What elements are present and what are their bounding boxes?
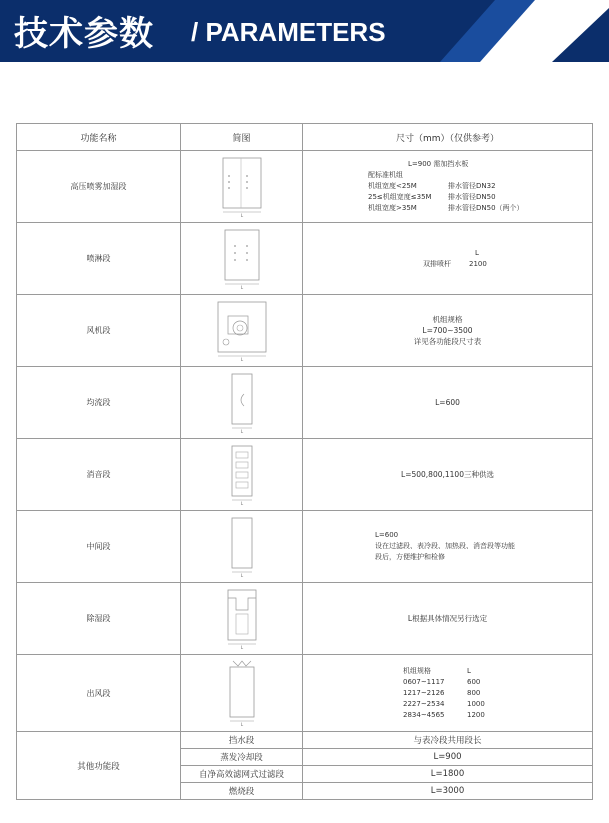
- table-row: [17, 223, 593, 295]
- dim-label: L: [240, 284, 243, 290]
- sub-value: L=900: [303, 749, 593, 766]
- row-name: 风机段: [17, 295, 181, 367]
- row-name: 除湿段: [17, 583, 181, 655]
- table-row: [17, 151, 593, 223]
- diagram-cell: [181, 583, 303, 655]
- table-row: [17, 583, 593, 655]
- diagram-cell: [181, 655, 303, 732]
- spec-line: L=600: [375, 531, 399, 539]
- spec-line: L: [475, 248, 479, 257]
- dim-label: L: [240, 722, 243, 727]
- silencer-diagram: [222, 442, 262, 506]
- spec-text: 1000: [467, 699, 485, 708]
- spec-text: 机组宽度>35M: [368, 204, 417, 212]
- spec-line: 详见各功能段尺寸表: [413, 337, 482, 346]
- table-row: [17, 655, 593, 732]
- header-banner: [0, 0, 609, 62]
- sub-value: L=1800: [303, 766, 593, 783]
- page-subtitle: / PARAMETERS: [191, 17, 386, 47]
- spec-text: 排水管径DN50（两个）: [448, 204, 524, 212]
- spec-text: 1200: [467, 710, 485, 719]
- sub-name: 燃烧段: [181, 783, 303, 800]
- spec-cell: [303, 151, 593, 223]
- spec-line: L=700~3500: [422, 326, 473, 335]
- fan-diagram: [214, 298, 270, 362]
- diagram-cell: [181, 511, 303, 583]
- row-name: 出风段: [17, 655, 181, 732]
- row-name: 其他功能段: [17, 732, 181, 800]
- spec-text: 机组宽度<25M: [368, 182, 417, 190]
- spec-text: 2834~4565: [403, 710, 445, 719]
- diagram-cell: [181, 223, 303, 295]
- spec-text: 600: [467, 677, 481, 686]
- sub-name: 挡水段: [181, 732, 303, 749]
- spec-cell: [303, 223, 593, 295]
- row-name: 喷淋段: [17, 223, 181, 295]
- spec-text: 0607~1117: [403, 677, 445, 686]
- sub-value: 与表冷段共用段长: [303, 732, 593, 749]
- spec-text: 1217~2126: [403, 688, 445, 697]
- spec-cell: L=500,800,1100三种供选: [303, 439, 593, 511]
- parameters-table: [16, 123, 593, 800]
- spec-text: 2100: [469, 259, 487, 268]
- table-header-row: [17, 124, 593, 151]
- spec-cell: [303, 511, 593, 583]
- diagram-cell: [181, 367, 303, 439]
- spray-diagram: [217, 226, 267, 290]
- column-header-size: 尺寸（mm）（仅供参考）: [303, 124, 593, 151]
- spec-line: 机组规格: [432, 315, 463, 324]
- column-header-diagram: 简图: [181, 124, 303, 151]
- dim-label: L: [240, 428, 243, 434]
- table-row: [17, 367, 593, 439]
- spec-text: 800: [467, 688, 481, 697]
- spec-cell: [303, 655, 593, 732]
- row-name: 高压喷雾加湿段: [17, 151, 181, 223]
- equalizer-diagram: [222, 370, 262, 434]
- spec-cell: [303, 295, 593, 367]
- table-row: [17, 732, 593, 749]
- dim-label: L: [240, 212, 243, 218]
- spec-text: 2227~2534: [403, 699, 445, 708]
- row-name: 均流段: [17, 367, 181, 439]
- table-row: [17, 439, 593, 511]
- row-name: 消音段: [17, 439, 181, 511]
- dim-label: L: [240, 356, 243, 362]
- row-name: 中间段: [17, 511, 181, 583]
- table-row: [17, 511, 593, 583]
- spec-line: 段后，方便维护和检修: [375, 553, 445, 561]
- dim-label: L: [240, 572, 243, 578]
- spec-text: 双排喷杆: [423, 259, 451, 268]
- humidifier-diagram: [217, 154, 267, 218]
- middle-section-diagram: [222, 514, 262, 578]
- diagram-cell: [181, 295, 303, 367]
- dehumidifier-diagram: [220, 586, 264, 650]
- spec-line: 设在过滤段、表冷段、加热段、消音段等功能: [375, 542, 515, 550]
- sub-value: L=3000: [303, 783, 593, 800]
- column-header-function: 功能名称: [17, 124, 181, 151]
- spec-cell: L根据具体情况另行选定: [303, 583, 593, 655]
- spec-line: 配标准机组: [368, 171, 403, 179]
- spec-text: L: [467, 666, 471, 675]
- diagram-cell: [181, 439, 303, 511]
- spec-text: 排水管径DN32: [448, 182, 496, 190]
- table-row: [17, 295, 593, 367]
- sub-name: 蒸发冷却段: [181, 749, 303, 766]
- outlet-diagram: [220, 657, 264, 727]
- sub-name: 自净高效滤网式过滤段: [181, 766, 303, 783]
- dim-label: L: [240, 500, 243, 506]
- spec-text: 机组规格: [403, 666, 431, 675]
- page-title: 技术参数: [14, 14, 154, 54]
- spec-line: L=900 需加挡水板: [408, 160, 469, 168]
- spec-cell: L=600: [303, 367, 593, 439]
- diagram-cell: [181, 151, 303, 223]
- dim-label: L: [240, 644, 243, 650]
- spec-text: 25≤机组宽度≤35M: [368, 193, 432, 201]
- spec-text: 排水管径DN50: [448, 193, 496, 201]
